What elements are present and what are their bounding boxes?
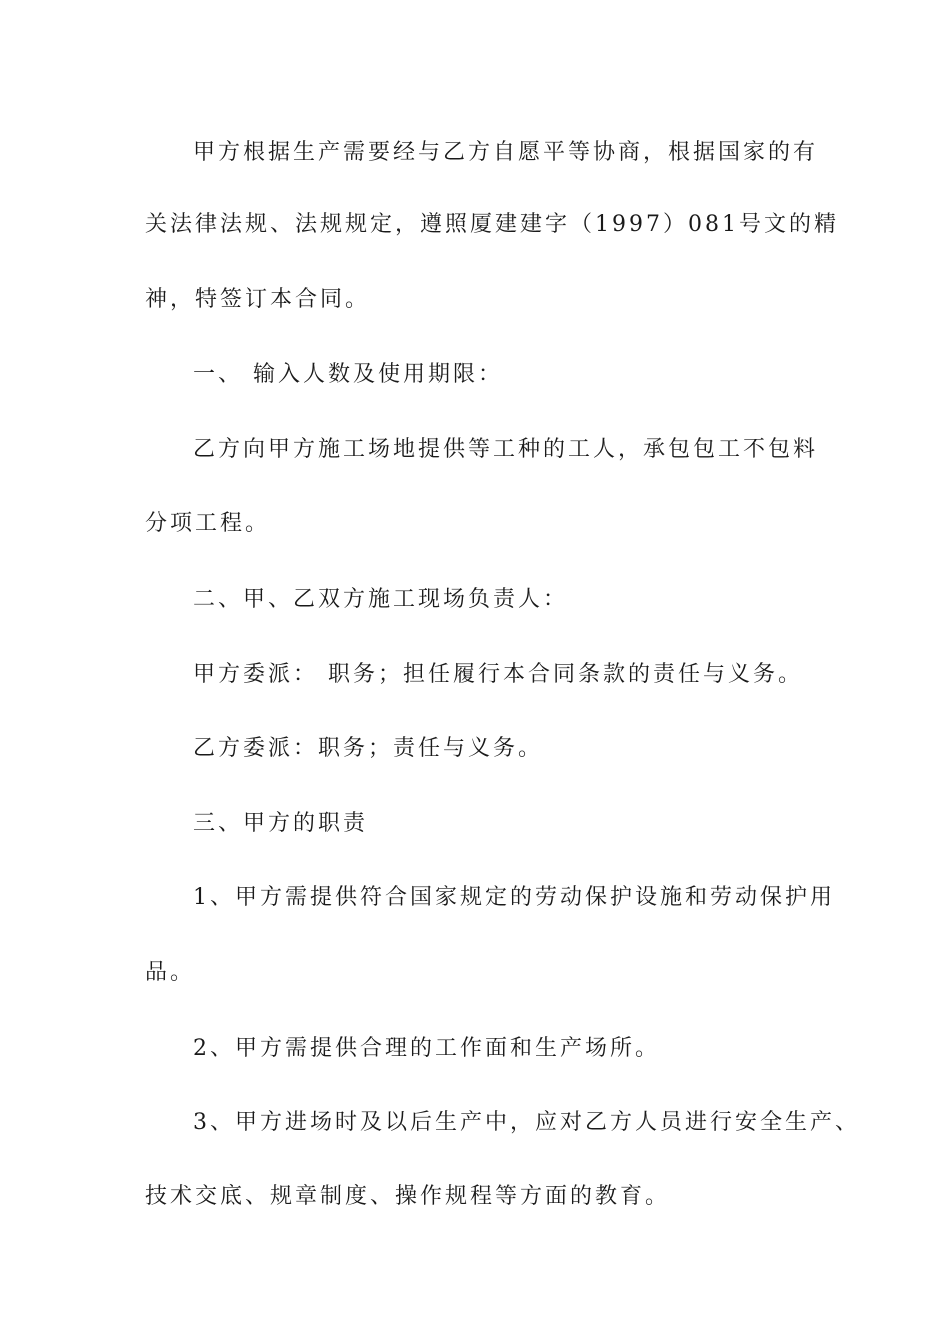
party-a-appointee: 甲方委派： 职务；担任履行本合同条款的责任与义务。 [193, 662, 803, 687]
paragraph-workers-line-2: 分项工程。 [145, 511, 271, 536]
paragraph-intro-line-1: 甲方根据生产需要经与乙方自愿平等协商，根据国家的有 [193, 140, 819, 165]
paragraph-workers-line-1: 乙方向甲方施工场地提供等工种的工人，承包包工不包料 [193, 437, 819, 462]
duty-3-line-2: 技术交底、规章制度、操作规程等方面的教育。 [145, 1184, 671, 1209]
paragraph-intro-line-2: 关法律法规、法规规定，遵照厦建建字（1997）081号文的精 [145, 212, 839, 237]
section-heading-2: 二、甲、乙双方施工现场负责人： [193, 587, 569, 612]
section-heading-3: 三、甲方的职责 [193, 811, 369, 836]
duty-1-line-1: 1、甲方需提供符合国家规定的劳动保护设施和劳动保护用 [193, 885, 835, 910]
duty-3-line-1: 3、甲方进场时及以后生产中，应对乙方人员进行安全生产、 [193, 1110, 860, 1135]
duty-1-line-2: 品。 [145, 960, 196, 985]
duty-2: 2、甲方需提供合理的工作面和生产场所。 [193, 1036, 660, 1061]
section-heading-1: 一、 输入人数及使用期限： [193, 362, 503, 387]
party-b-appointee: 乙方委派：职务；责任与义务。 [193, 736, 544, 761]
paragraph-intro-line-3: 神，特签订本合同。 [145, 287, 371, 312]
